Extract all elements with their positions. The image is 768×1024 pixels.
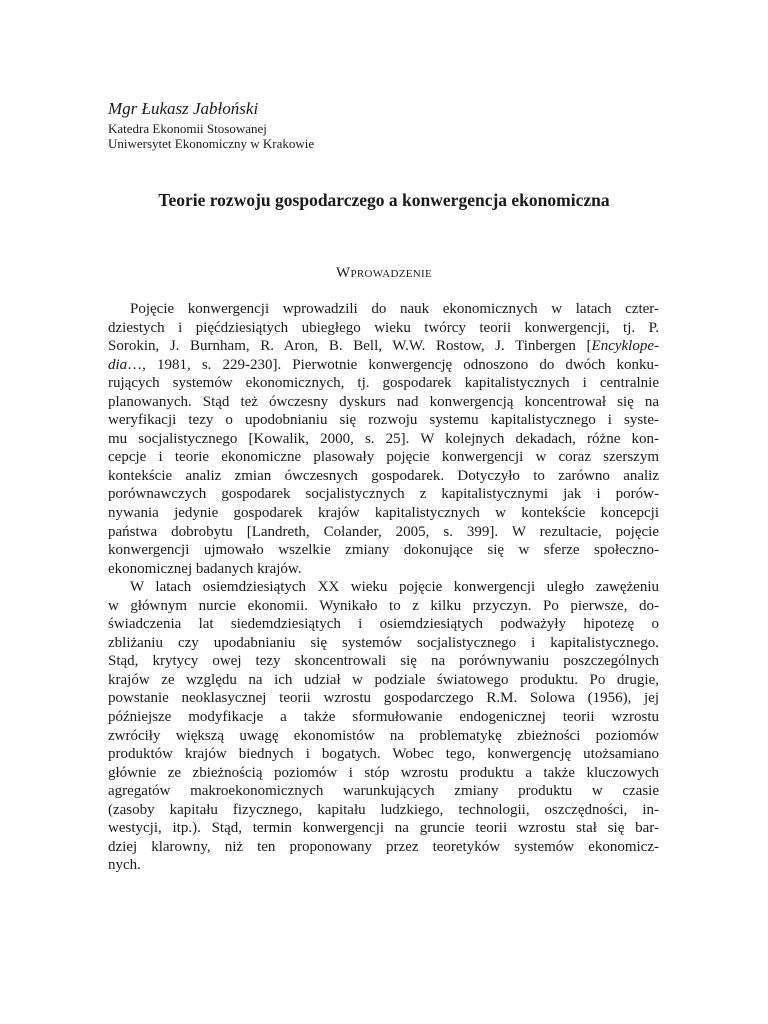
paragraph-1-line: państwa dobrobytu [Landreth, Colander, 2005, s. 399]. W rezultacie, pojęcie [108, 523, 659, 540]
paragraph-2-line: produktów krajów biednych i bogatych. Wobec tego, konwergencję utożsamiano [108, 746, 659, 763]
paragraph-1-line: rujących systemów ekonomicznych, tj. gospodarek kapitalistycznych i centralnie [108, 375, 659, 392]
body-text [108, 300, 659, 875]
paragraph-1-line: kontekście analiz zmian ówczesnych gospodarek. Dotyczyło to zarówno analiz [108, 467, 659, 484]
paragraph-2-line: nych. [108, 857, 141, 874]
paragraph-1-line: mu socjalistycznego [Kowalik, 2000, s. 25]. W kolejnych dekadach, różne kon- [108, 430, 659, 447]
paragraph-2-line: krajów ze względu na ich udział w podziale światowego produktu. Po drugie, [108, 671, 659, 688]
paragraph-1-line: porównawczych gospodarek socjalistycznych z kapitalistycznymi jak i porów- [108, 486, 659, 503]
affiliation-university: Uniwersytet Ekonomiczny w Krakowie [108, 136, 315, 151]
paper-title: Teorie rozwoju gospodarczego a konwergencja ekonomiczna [158, 190, 610, 210]
paragraph-1-line-text: Sorokin, J. Burnham, R. Aron, B. Bell, W.W. Rostow, J. Tinbergen [ [108, 338, 592, 355]
paragraph-2-line: świadczenia lat siedemdziesiątych i osiemdziesiątych podważyły hipotezę o [108, 616, 659, 633]
citation-italic-fragment: Encyklope- [591, 338, 659, 355]
paragraph-1-line [108, 337, 659, 356]
paragraph-2-line: powstanie neoklasycznej teorii wzrostu gospodarczego R.M. Solowa (1956), jej [108, 690, 659, 707]
paragraph-1-line: cepcje i teorie ekonomiczne plasowały pojęcie konwergencji w coraz szerszym [108, 449, 659, 466]
paragraph-2-line: zwróciły większą uwagę ekonomistów na problematykę zbieżności poziomów [108, 727, 659, 744]
paragraph-1-line: planowanych. Stąd też ówczesny dyskurs nad konwergencją koncentrował się na [108, 393, 659, 410]
paragraph-2-line: głównie ze zbieżnością poziomów i stóp wzrostu produktu a także kluczowych [108, 764, 659, 781]
paragraph-2-line: Stąd, krytycy owej tezy skoncentrowali się na porównywaniu poszczególnych [108, 653, 659, 670]
paragraph-2-line: agregatów makroekonomicznych warunkujących zmiany produktu w czasie [108, 783, 659, 800]
paragraph-1-line [108, 356, 659, 375]
paragraph-1-line-text: …, 1981, s. 229-230]. Pierwotnie konwergencję odnoszono do dwóch konku- [127, 356, 659, 373]
paragraph-2-line: dziej klarowny, niż ten proponowany przez teoretyków systemów ekonomicz- [108, 838, 659, 855]
paragraph-2-line: w głównym nurcie ekonomii. Wynikało to z kilku przyczyn. Po pierwsze, do- [108, 597, 659, 614]
paragraph-1-line: weryfikacji tezy o upodobnianiu się rozwoju systemu kapitalistycznego i syste- [108, 412, 659, 429]
paragraph-1-line: ekonomicznej badanych krajów. [108, 560, 302, 577]
affiliation-department: Katedra Ekonomii Stosowanej [108, 121, 267, 136]
paragraph-2-line: zbliżaniu czy upodabnianiu się systemów socjalistycznego i kapitalistycznego. [108, 634, 659, 651]
section-heading: Wprowadzenie [336, 265, 432, 281]
paragraph-2-line: westycji, itp.). Stąd, termin konwergencji na gruncie teorii wzrostu stał się bar- [108, 820, 659, 837]
paragraph-2-line: (zasoby kapitału fizycznego, kapitału ludzkiego, technologii, oszczędności, in- [108, 801, 659, 818]
paragraph-2-line: późniejsze modyfikacje a także sformułowanie endogenicznej teorii wzrostu [108, 709, 659, 726]
paragraph-1-line: nywania jedynie gospodarek krajów kapitalistycznych w kontekście koncepcji [108, 505, 659, 522]
paragraph-1-line: Pojęcie konwergencji wprowadzili do nauk ekonomicznych w latach czter- [130, 301, 659, 317]
citation-italic-fragment: dia [108, 356, 128, 373]
paragraph-1-line: konwergencji ujmowało wszelkie zmiany dokonujące się w sferze społeczno- [108, 542, 659, 559]
paragraph-1-line: dziestych i pięćdziesiątych ubiegłego wieku twórcy teorii konwergencji, tj. P. [108, 319, 659, 336]
paragraph-2-line: W latach osiemdziesiątych XX wieku pojęcie konwergencji uległo zawężeniu [130, 579, 659, 596]
author-name: Mgr Łukasz Jabłoński [108, 99, 259, 118]
